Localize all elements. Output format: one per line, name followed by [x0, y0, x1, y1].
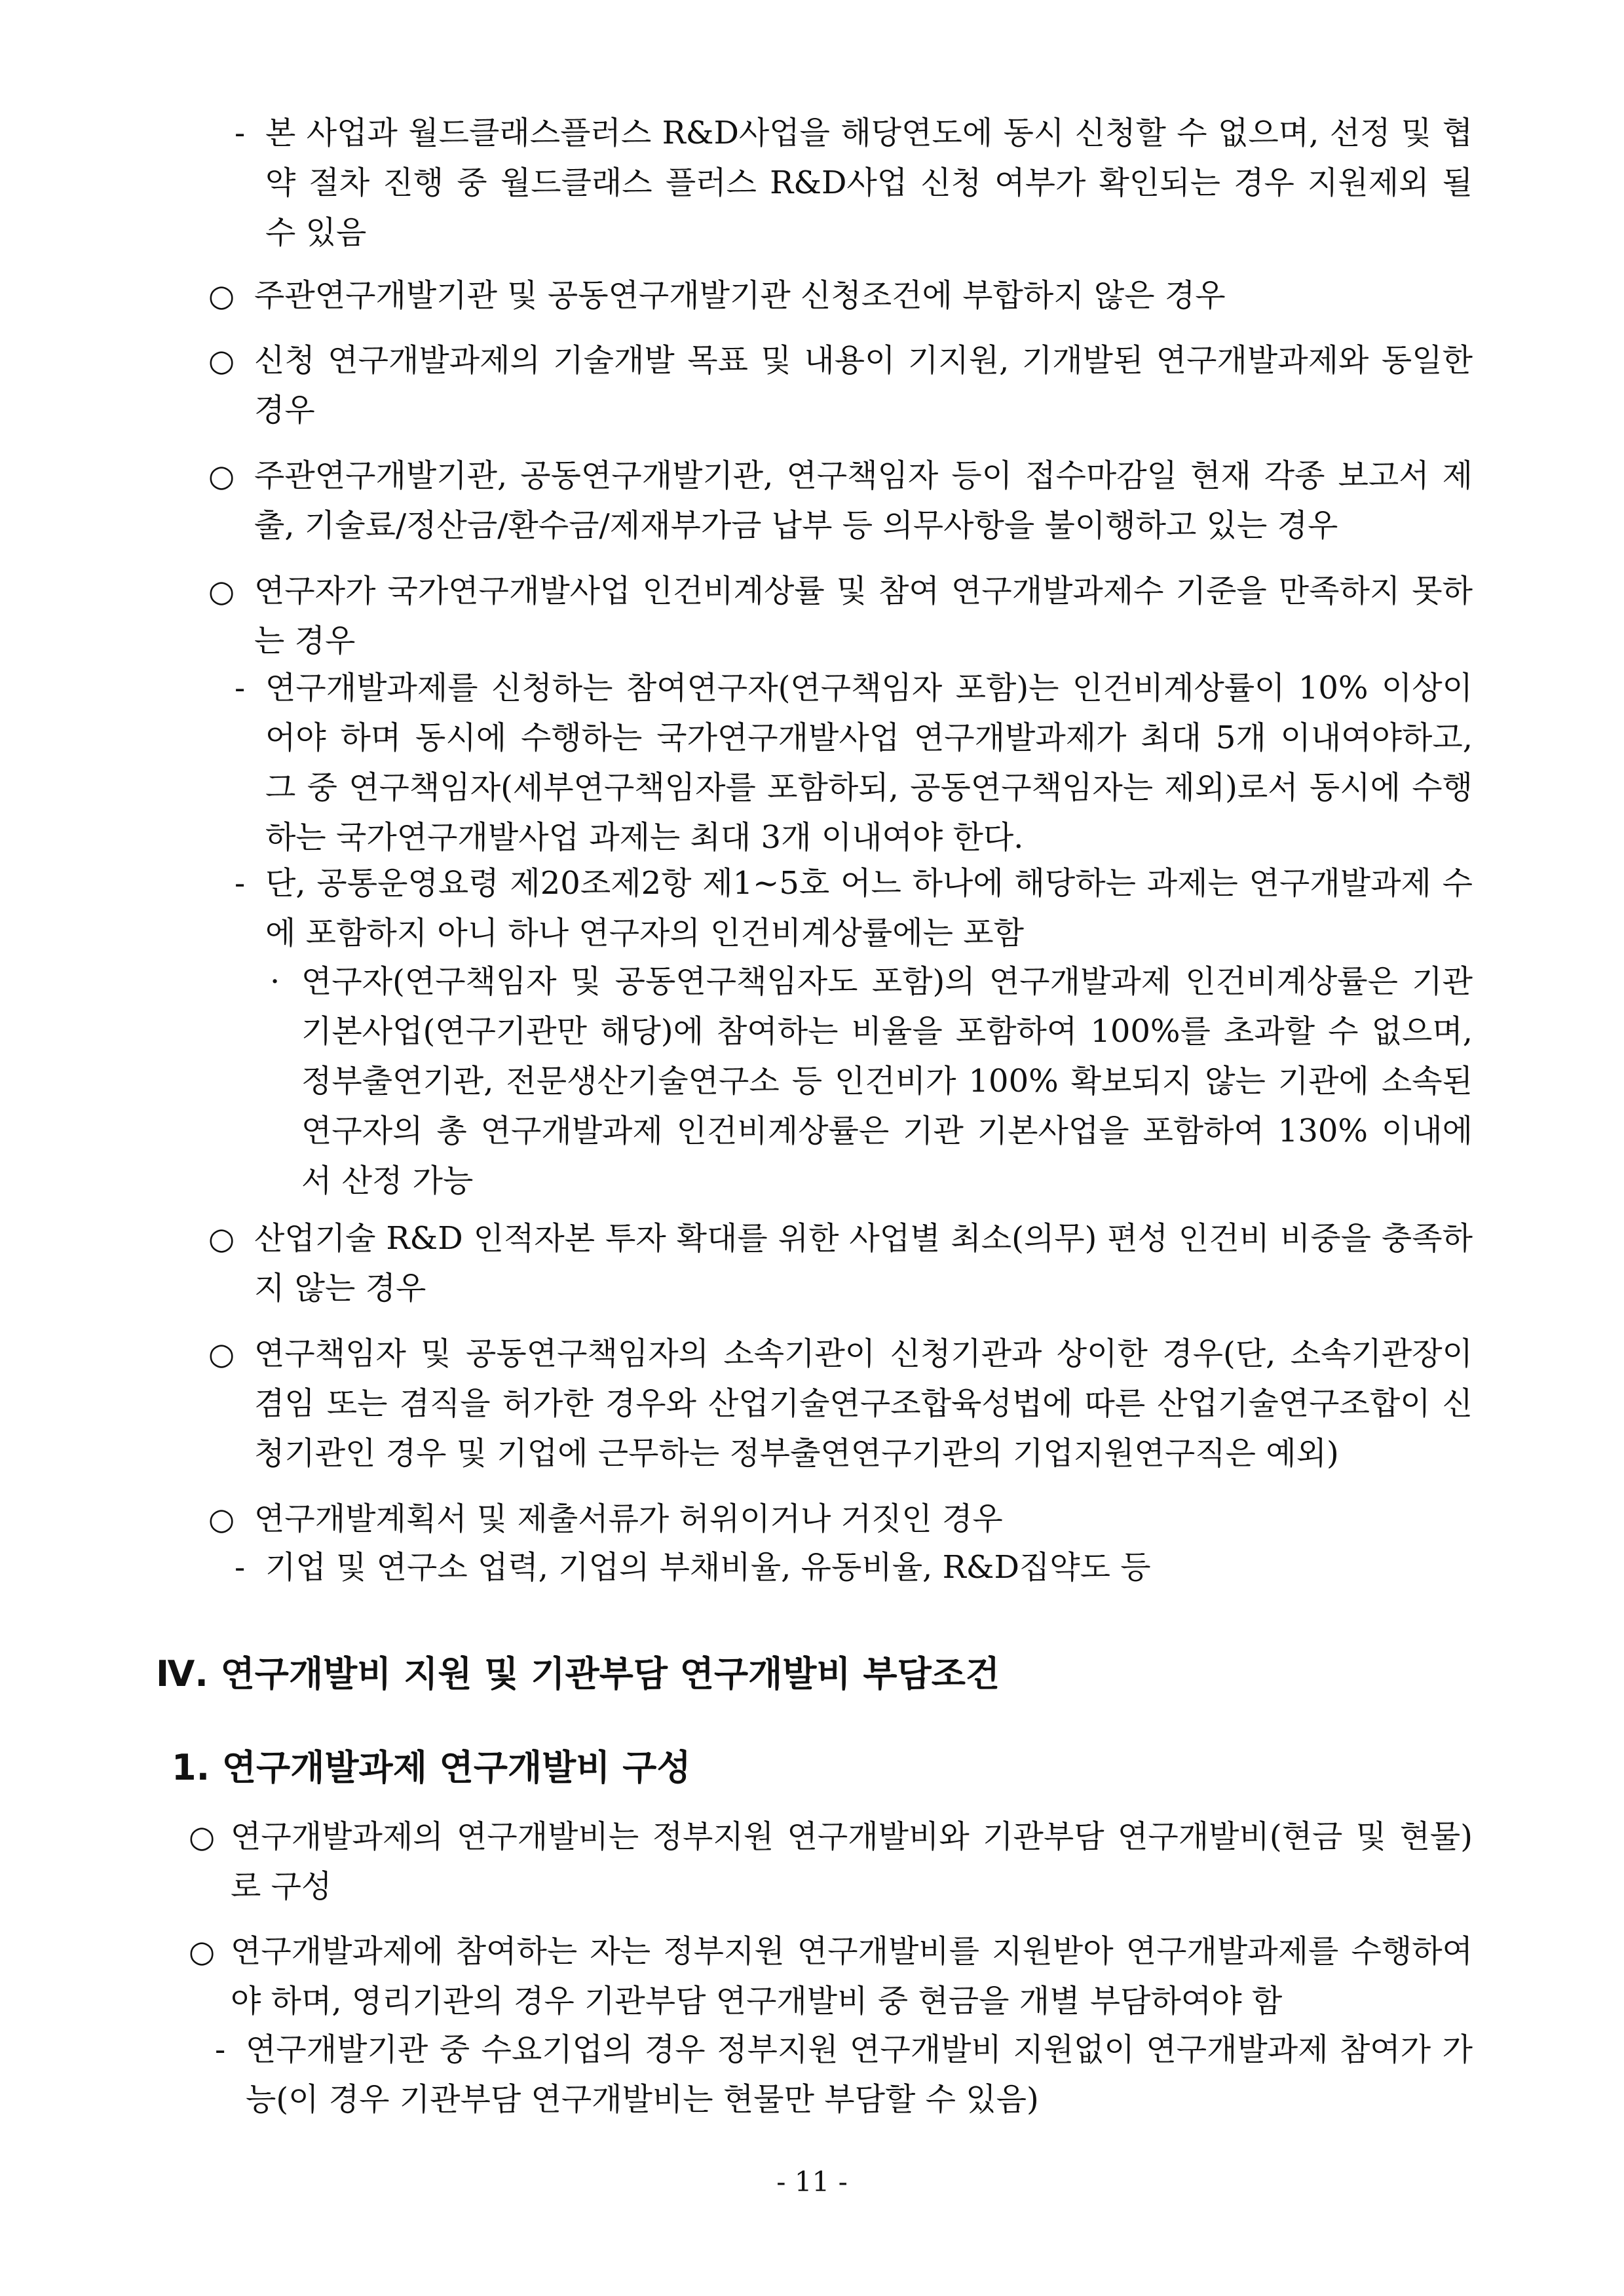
list-item-text: 연구개발과제의 연구개발비는 정부지원 연구개발비와 기관부담 연구개발비(현금 및 현물)로 구성 [231, 1818, 1473, 1905]
list-item-text: 연구자(연구책임자 및 공동연구책임자도 포함)의 연구개발과제 인건비계상률은 기관 기본사업(연구기관만 해당)에 참여하는 비율을 포함하여 100%를 초과할 수 없으며, 정부출연기관, 전문생산기술연구소 등 인건비가 100% 확보되지 않는 기관에 소속된 연구자의 총 연구개발과제 인건비계상률은 기관 기본사업을 포함하여 130% 이내에서 산정 가능 [301, 963, 1473, 1199]
dash-marker: - [235, 670, 246, 706]
circle-marker: ○ [189, 1819, 216, 1854]
page-number: - 11 - [776, 2166, 848, 2198]
circle-marker: ○ [208, 458, 235, 493]
list-item-text: 연구개발과제를 신청하는 참여연구자(연구책임자 포함)는 인건비계상률이 10% 이상이어야 하며 동시에 수행하는 국가연구개발사업 연구개발과제가 최대 5개 이내여야하고, 그 중 연구책임자(세부연구책임자를 포함하되, 공동연구책임자는 제외)로서 동시에 수행하는 국가연구개발사업 과제는 최대 3개 이내여야 한다. [265, 670, 1473, 856]
dot-marker: · [270, 963, 280, 1000]
section-heading: Ⅳ. 연구개발비 지원 및 기관부담 연구개발비 부담조건 [156, 1653, 1000, 1694]
dash-marker: - [235, 115, 246, 151]
list-item [208, 451, 1473, 550]
subsection-heading: 1. 연구개발과제 연구개발비 구성 [172, 1747, 691, 1788]
list-item [235, 858, 1473, 958]
list-item-text: 기업 및 연구소 업력, 기업의 부채비율, 유동비율, R&D집약도 등 [265, 1549, 1151, 1586]
list-item [235, 663, 1473, 862]
list-item [208, 566, 1473, 666]
circle-marker: ○ [208, 343, 235, 378]
list-item [189, 1926, 1473, 2026]
list-item-text: 주관연구개발기관, 공동연구개발기관, 연구책임자 등이 접수마감일 현재 각종 보고서 제출, 기술료/정산금/환수금/제재부가금 납부 등 의무사항을 불이행하고 있는 경우 [254, 457, 1473, 544]
circle-marker: ○ [208, 1336, 235, 1371]
list-item [235, 1542, 1473, 1592]
circle-marker: ○ [208, 1221, 235, 1256]
dash-marker: - [235, 865, 246, 902]
list-item-text: 본 사업과 월드클래스플러스 R&D사업을 해당연도에 동시 신청할 수 없으며, 선정 및 협약 절차 진행 중 월드클래스 플러스 R&D사업 신청 여부가 확인되는 경우 지원제외 될 수 있음 [265, 115, 1473, 251]
list-item [208, 271, 1473, 320]
list-item-text: 신청 연구개발과제의 기술개발 목표 및 내용이 기지원, 기개발된 연구개발과제와 동일한 경우 [254, 342, 1473, 429]
list-item [208, 1494, 1473, 1544]
list-item [189, 1812, 1473, 1911]
circle-marker: ○ [208, 573, 235, 609]
list-item [215, 2025, 1473, 2124]
list-item-text: 연구개발계획서 및 제출서류가 허위이거나 거짓인 경우 [254, 1501, 1003, 1537]
list-item [208, 1214, 1473, 1313]
list-item-text: 연구책임자 및 공동연구책임자의 소속기관이 신청기관과 상이한 경우(단, 소속기관장이 겸임 또는 겸직을 허가한 경우와 산업기술연구조합육성법에 따른 산업기술연구조합이 신청기관인 경우 및 기업에 근무하는 정부출연연구기관의 기업지원연구직은 예외) [254, 1335, 1473, 1472]
dash-marker: - [235, 1549, 246, 1586]
dash-marker: - [215, 2031, 226, 2068]
list-item-text: 연구개발기관 중 수요기업의 경우 정부지원 연구개발비 지원없이 연구개발과제 참여가 가능(이 경우 기관부담 연구개발비는 현물만 부담할 수 있음) [246, 2031, 1473, 2118]
circle-marker: ○ [208, 278, 235, 313]
circle-marker: ○ [189, 1934, 216, 1969]
list-item [208, 1329, 1473, 1478]
list-item-text: 단, 공통운영요령 제20조제2항 제1~5호 어느 하나에 해당하는 과제는 연구개발과제 수에 포함하지 아니 하나 연구자의 인건비계상률에는 포함 [265, 865, 1473, 951]
list-item-text: 주관연구개발기관 및 공동연구개발기관 신청조건에 부합하지 않은 경우 [254, 277, 1226, 314]
list-item-text: 산업기술 R&D 인적자본 투자 확대를 위한 사업별 최소(의무) 편성 인건비 비중을 충족하지 않는 경우 [254, 1220, 1473, 1307]
list-item [270, 957, 1473, 1206]
list-item [235, 108, 1473, 258]
list-item-text: 연구자가 국가연구개발사업 인건비계상률 및 참여 연구개발과제수 기준을 만족하지 못하는 경우 [254, 573, 1473, 659]
list-item [208, 335, 1473, 435]
circle-marker: ○ [208, 1501, 235, 1537]
list-item-text: 연구개발과제에 참여하는 자는 정부지원 연구개발비를 지원받아 연구개발과제를 수행하여야 하며, 영리기관의 경우 기관부담 연구개발비 중 현금을 개별 부담하여야 함 [231, 1933, 1473, 2019]
